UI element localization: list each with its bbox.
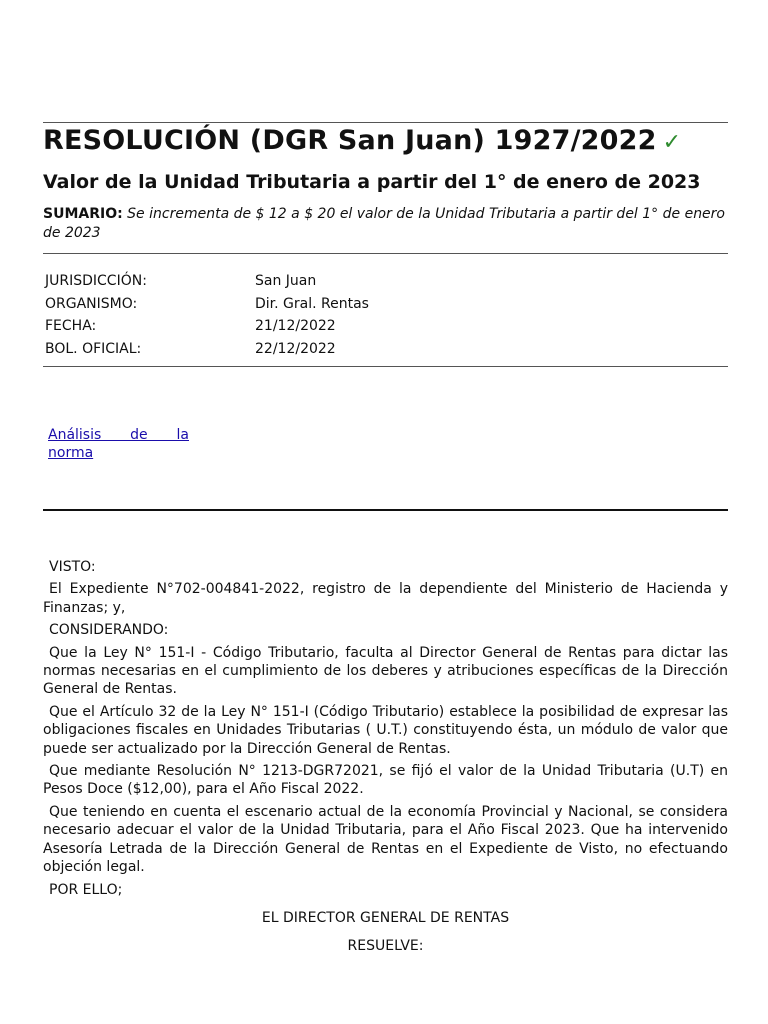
summary-text: Se incrementa de $ 12 a $ 20 el valor de la Unidad Tributaria a partir del 1° de enero de 2023 xyxy=(43,206,725,241)
meta-row-fecha xyxy=(45,315,369,338)
considerando-label: CONSIDERANDO: xyxy=(49,622,169,639)
considerando-paragraph-3: Que mediante Resolución N° 1213-DGR72021, se fijó el valor de la Unidad Tributaria (U.T) en Pesos Doce ($12,00), para el Año Fiscal 2022. xyxy=(43,763,728,798)
meta-row-jurisdiccion xyxy=(45,270,369,293)
summary-label: SUMARIO: xyxy=(43,206,123,222)
meta-top-divider xyxy=(43,253,728,254)
considerando-paragraph-1: Que la Ley N° 151-I - Código Tributario, faculta al Director General de Rentas para dictar las normas necesarias en el cumplimiento de los deberes y atribuciones específicas de la Dirección General de Rentas. xyxy=(43,644,728,698)
meta-bottom-divider xyxy=(43,366,728,367)
considerando-paragraph-4: Que teniendo en cuenta el escenario actual de la economía Provincial y Nacional, se considera necesario adecuar el valor de la Unidad Tributaria, para el Año Fiscal 2023. Que ha intervenido Asesoría Letrada de la Dirección General de Rentas en el Expediente de Visto, no efectuando objeción legal. xyxy=(43,803,728,876)
meta-key: JURISDICCIÓN: xyxy=(45,273,147,289)
top-divider xyxy=(43,122,728,123)
meta-key: BOL. OFICIAL: xyxy=(45,341,142,358)
visto-paragraph: El Expediente N°702-004841-2022, registro de la dependiente del Ministerio de Hacienda y Finanzas; y, xyxy=(43,581,728,616)
considerando-paragraph-2: Que el Artículo 32 de la Ley N° 151-I (Código Tributario) establece la posibilidad de expresar las obligaciones fiscales en Unidades Tributarias ( U.T.) constituyendo ésta, un módulo de valor que puede ser actualizado por la Dirección General de Rentas. xyxy=(43,703,728,757)
checkmark-icon: ✓ xyxy=(662,130,682,155)
meta-row-organismo xyxy=(45,293,369,316)
por-ello: POR ELLO; xyxy=(49,881,123,898)
page-subtitle: Valor de la Unidad Tributaria a partir del 1° de enero de 2023 xyxy=(43,171,701,193)
title-text: RESOLUCIÓN (DGR San Juan) 1927/2022 xyxy=(43,125,657,156)
analysis-link[interactable]: Análisis de la norma xyxy=(48,427,189,461)
meta-value: 22/12/2022 xyxy=(255,341,336,358)
visto-label: VISTO: xyxy=(49,559,96,575)
body-divider xyxy=(43,509,728,511)
meta-key: FECHA: xyxy=(45,318,97,335)
metadata-table xyxy=(45,270,369,361)
meta-row-boletin xyxy=(45,338,369,361)
summary xyxy=(43,205,728,243)
meta-value: San Juan xyxy=(255,273,317,289)
resuelve-heading: RESUELVE: xyxy=(347,938,424,955)
resolution-body xyxy=(43,558,728,960)
page-title xyxy=(43,125,681,156)
meta-value: 21/12/2022 xyxy=(255,318,336,335)
meta-key: ORGANISMO: xyxy=(45,295,138,312)
meta-value: Dir. Gral. Rentas xyxy=(255,295,369,312)
director-heading: EL DIRECTOR GENERAL DE RENTAS xyxy=(261,909,510,926)
